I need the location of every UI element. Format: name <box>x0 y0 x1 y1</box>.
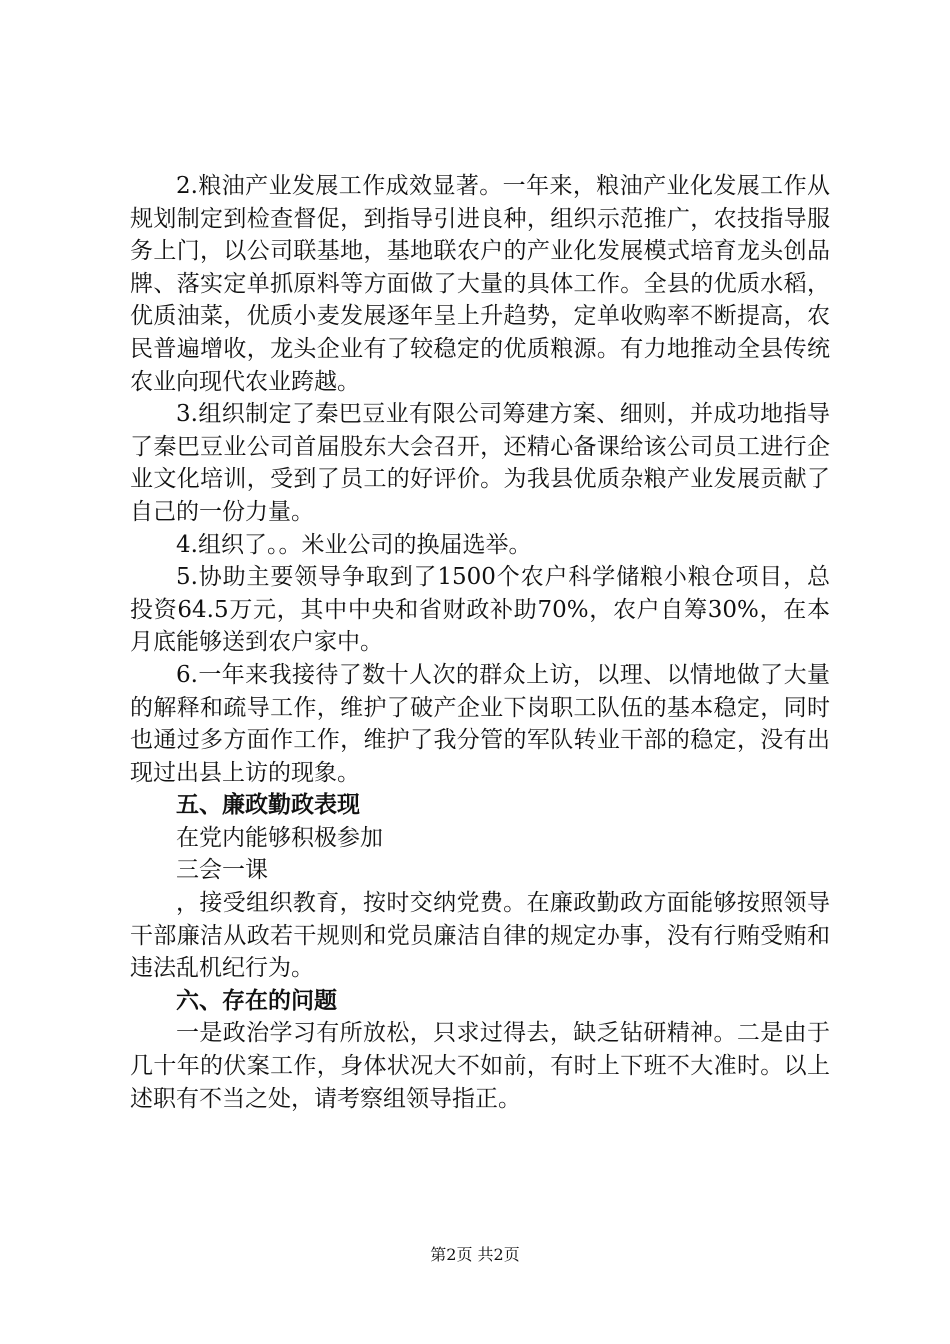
paragraph-qinba-bean-company: 3.组织制定了秦巴豆业有限公司筹建方案、细则，并成功地指导了秦巴豆业公司首届股东大会召开，还精心备课给该公司员工进行企业文化培训，受到了员工的好评价。为我县优质杂粮产业发展贡献了自己的一份力量。 <box>130 401 830 525</box>
paragraph-grain-storage-project: 5.协助主要领导争取到了1500个农户科学储粮小粮仓项目，总投资64.5万元，其中中央和省财政补助70%，农户自筹30%，在本月底能够送到农户家中。 <box>130 564 830 656</box>
page-number-footer: 第2页 共2页 <box>430 1245 520 1264</box>
section-heading-integrity: 五、廉政勤政表现 <box>176 792 360 819</box>
section6-body: 一是政治学习有所放松，只求过得去，缺乏钻研精神。二是由于几十年的伏案工作，身体状况大不如前，有时上下班不大准时。以上述职有不当之处，请考察组领导指正。 <box>130 1020 830 1112</box>
section5-body: ，接受组织教育，按时交纳党费。在廉政勤政方面能够按照领导干部廉洁从政若干规则和党员廉洁自律的规定办事，没有行贿受贿和违法乱机纪行为。 <box>130 890 830 982</box>
section-heading-problems: 六、存在的问题 <box>176 987 337 1014</box>
section5-line-2: 三会一课 <box>176 857 268 884</box>
section5-line-1: 在党内能够积极参加 <box>176 824 383 851</box>
document-body <box>130 170 830 1115</box>
paragraph-rice-company-election: 4.组织了。。米业公司的换届选举。 <box>176 531 532 558</box>
paragraph-grain-oil-industry: 2.粮油产业发展工作成效显著。一年来，粮油产业化发展工作从规划制定到检查督促，到指导引进良种，组织示范推广，农技指导服务上门，以公司联基地，基地联农户的产业化发展模式培育龙头创品牌、落实定单抓原料等方面做了大量的具体工作。全县的优质水稻，优质油菜，优质小麦发展逐年呈上升趋势，定单收购率不断提高，农民普遍增收，龙头企业有了较稳定的优质粮源。有力地推动全县传统农业向现代农业跨越。 <box>130 173 830 395</box>
paragraph-petitions: 6.一年来我接待了数十人次的群众上访，以理、以情地做了大量的解释和疏导工作，维护了破产企业下岗职工队伍的基本稳定，同时也通过多方面作工作，维护了我分管的军队转业干部的稳定，没有出现过出县上访的现象。 <box>130 661 830 786</box>
